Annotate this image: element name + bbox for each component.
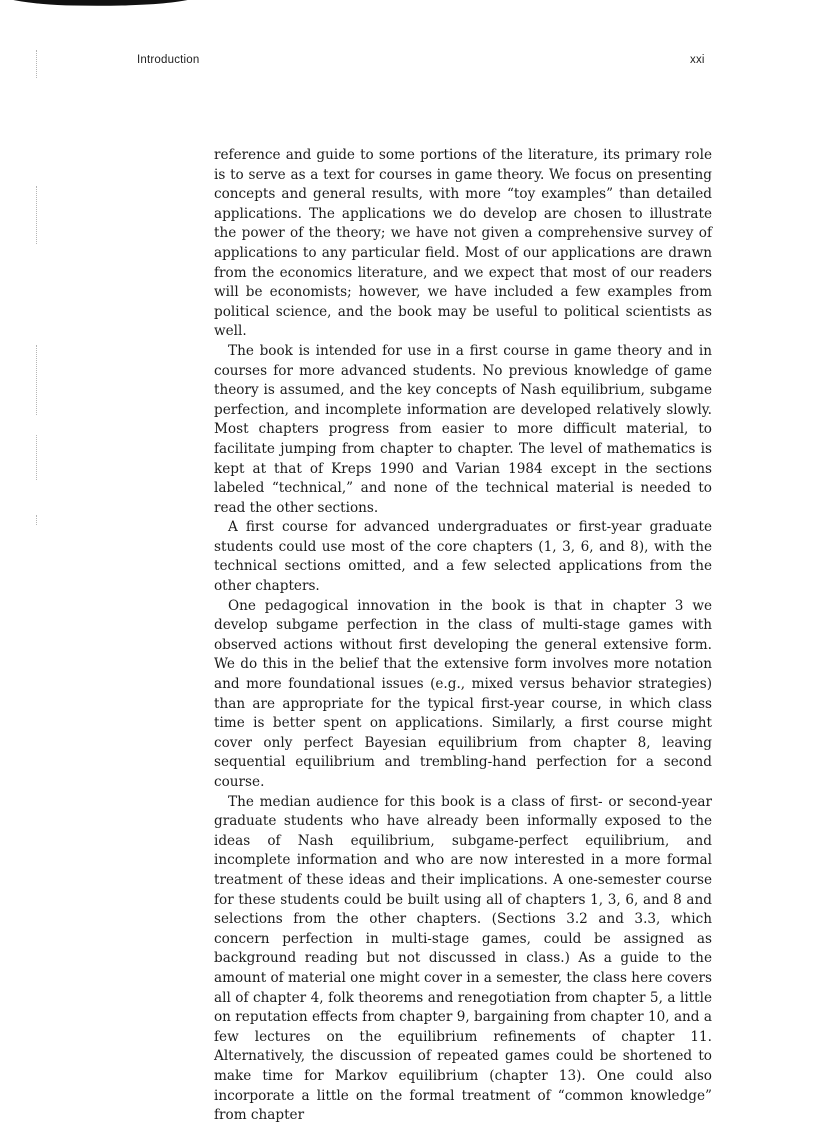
paragraph: One pedagogical innovation in the book is that in chapter 3 we develop subgame perfection in the class of multi-stage games with observed actions without first developing the general extensive form. We do this in the belief that the extensive form involves more notation and more foundational issues (e.g., mixed versus behavior strategies) than are appropriate for the typical first-year course, in which class time is better spent on applications. Similarly, a first course might cover only perfect Bayesian equilibrium from chapter 8, leaving sequential equilibrium and trembling-hand perfection for a second course. [214, 597, 712, 790]
scan-smudge [0, 0, 195, 14]
gutter-mark [36, 435, 38, 480]
paragraph: A first course for advanced undergraduates or first-year graduate students could use most of the core chapters (1, 3, 6, and 8), with the technical sections omitted, and a few selected applications from the other chapters. [214, 519, 712, 595]
gutter-mark [36, 345, 38, 415]
paragraph: The median audience for this book is a class of first- or second-year graduate students who have already been informally exposed to the ideas of Nash equilibrium, subgame-perfect equilibrium, and incomplete information and who are now interested in a more formal treatment of these ideas and their implications. A one-semester course for these students could be built using all of chapters 1, 3, 6, and 8 and selections from the other chapters. (Sections 3.2 and 3.3, which concern perfection in multi-stage games, could be assigned as background reading but not discussed in class.) As a guide to the amount of material one might cover in a semester, the class here covers all of chapter 4, folk theorems and renegotiation from chapter 5, a little on reputation effects from chapter 9, bargaining from chapter 10, and a few lectures on the equilibrium refinements of chapter 11. Alternatively, the discussion of repeated games could be shortened to make time for Markov equilibrium (chapter 13). One could also incorporate a little on the formal treatment of “common knowledge” from chapter [214, 793, 712, 1124]
paragraph: The book is intended for use in a first course in game theory and in courses for more advanced students. No previous knowledge of game theory is assumed, and the key concepts of Nash equilibrium, subgame perfection, and incomplete information are developed relatively slowly. Most chapters progress from easier to more difficult material, to facilitate jumping from chapter to chapter. The level of mathematics is kept at that of Kreps 1990 and Varian 1984 except in the sections labeled “technical,” and none of the technical material is needed to read the other sections. [214, 342, 712, 516]
body-text [214, 146, 712, 1126]
page-number: xxi [690, 54, 705, 66]
gutter-mark [36, 186, 38, 244]
running-head [0, 54, 816, 70]
gutter-mark [36, 515, 38, 525]
paragraph: reference and guide to some portions of the literature, its primary role is to serve as a text for courses in game theory. We focus on presenting concepts and general results, with more “toy examples” than detailed applications. The applications we do develop are chosen to illustrate the power of the theory; we have not given a comprehensive survey of applications to any particular field. Most of our applications are drawn from the economics literature, and we expect that most of our readers will be economists; however, we have included a few examples from political science, and the book may be useful to political scientists as well. [214, 147, 712, 340]
section-title: Introduction [137, 54, 200, 66]
